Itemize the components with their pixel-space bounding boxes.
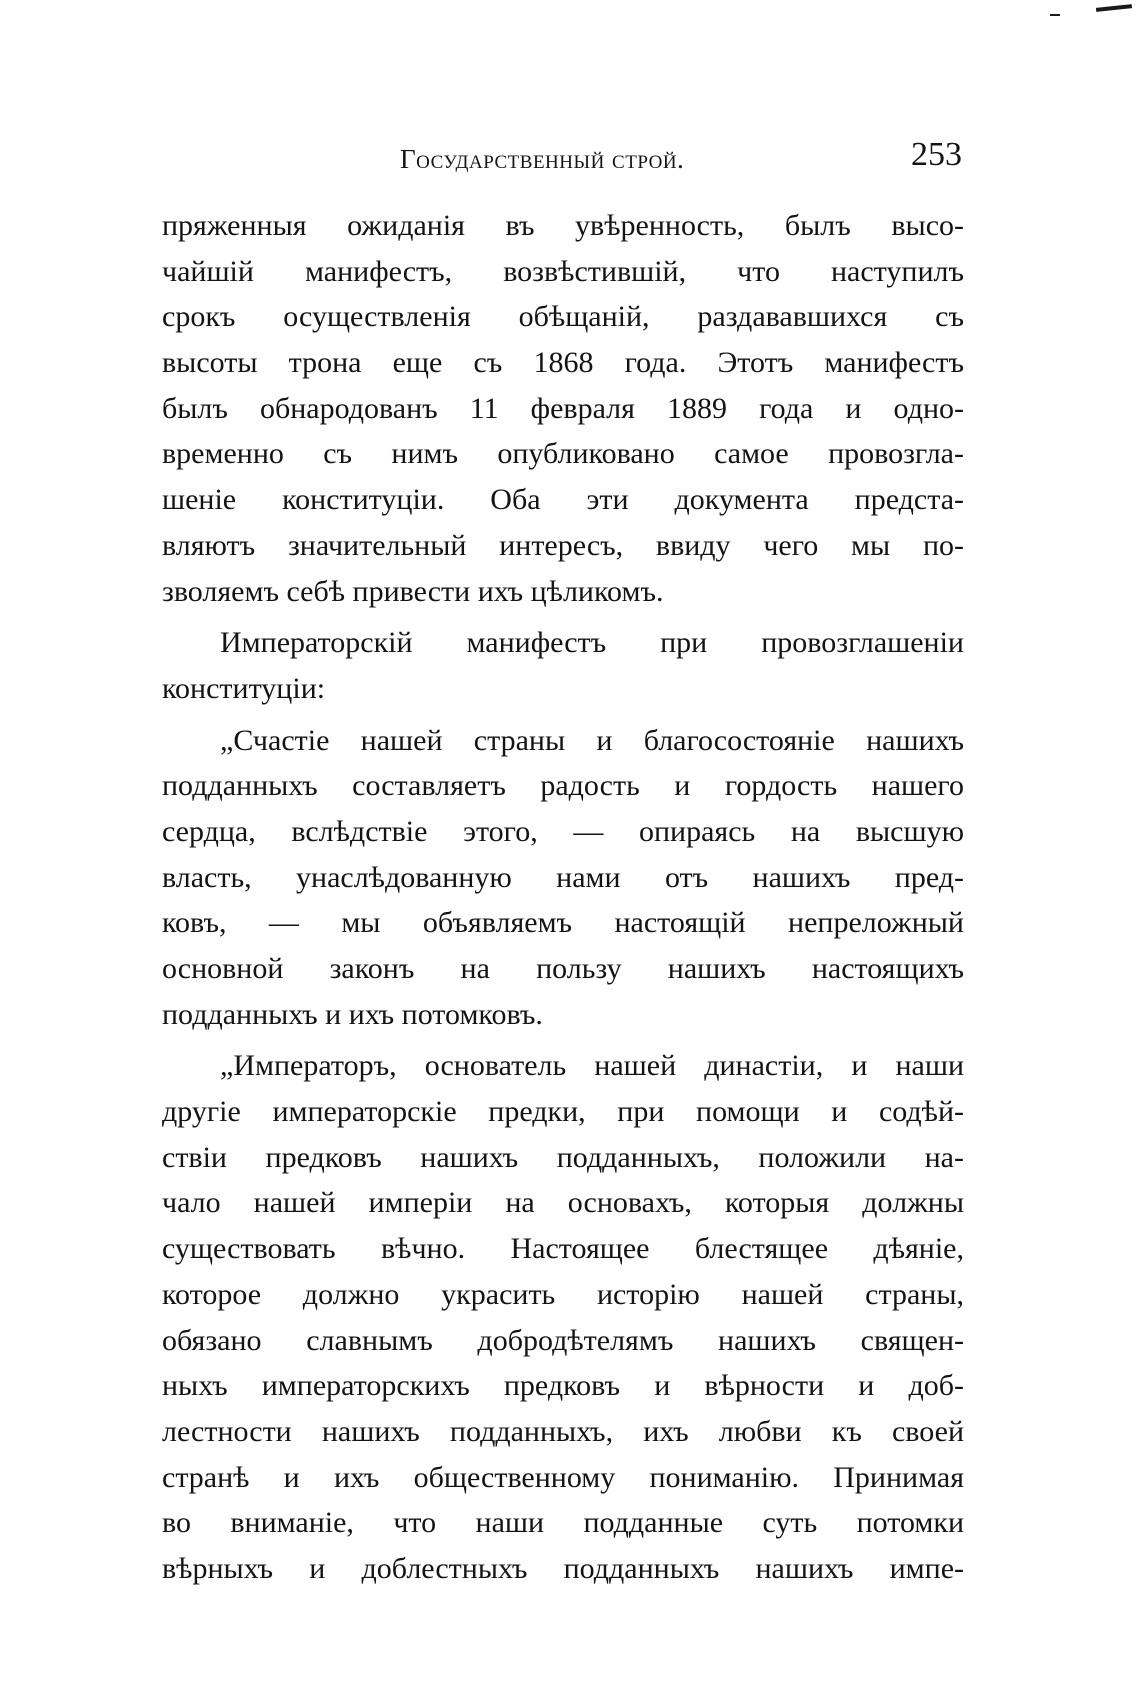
body-text [162, 203, 964, 1592]
edge-blemish-top-right [1096, 4, 1132, 12]
text-line: основной законъ на пользу нашихъ настоящихъ [162, 952, 964, 985]
text-line: подданныхъ и ихъ потомковъ. [162, 997, 543, 1031]
paragraph [162, 718, 964, 1038]
text-line: существовать вѣчно. Настоящее блестящее дѣяніе, [162, 1232, 964, 1266]
paragraph [162, 620, 964, 711]
text-line: во вниманіе, что наши подданные суть потомки [162, 1506, 964, 1540]
text-line: подданныхъ составляетъ радость и гордость нашего [162, 769, 964, 803]
text-line: ствіи предковъ нашихъ подданныхъ, положили на- [162, 1140, 964, 1174]
page-header [162, 136, 962, 190]
text-line: сердца, вслѣдствіе этого, — опираясь на высшую [162, 814, 964, 848]
text-line: „Счастіе нашей страны и благосостояніе нашихъ [220, 723, 964, 757]
text-line: зволяемъ себѣ привести ихъ цѣликомъ. [162, 574, 664, 608]
text-line: другіе императорскіе предки, при помощи и содѣй- [162, 1095, 964, 1129]
paragraph [162, 203, 964, 614]
text-line: странѣ и ихъ общественному пониманію. Принимая [162, 1460, 964, 1494]
text-line: вляютъ значительный интересъ, ввиду чего мы по- [162, 528, 964, 562]
text-line: срокъ осуществленія обѣщаній, раздававшихся съ [162, 300, 964, 334]
text-line: вѣрныхъ и доблестныхъ подданныхъ нашихъ импе- [162, 1551, 964, 1585]
text-line: лестности нашихъ подданныхъ, ихъ любви къ своей [162, 1414, 964, 1448]
text-line: ковъ, — мы объявляемъ настоящій непреложный [162, 906, 964, 940]
text-line: „Императоръ, основатель нашей династіи, и наши [220, 1049, 964, 1083]
text-line: пряженныя ожиданія въ увѣренность, былъ высо- [162, 209, 964, 242]
text-line: Императорскій манифестъ при провозглашеніи [220, 626, 964, 660]
text-line: чайшій манифестъ, возвѣстившій, что наступилъ [162, 254, 964, 288]
text-line: шеніе конституціи. Оба эти документа предста- [162, 483, 964, 517]
text-line: временно съ нимъ опубликовано самое провозгла- [162, 437, 964, 471]
edge-blemish-tick [1050, 14, 1060, 16]
page-number: 253 [911, 136, 962, 173]
text-line: чало нашей имперіи на основахъ, которыя должны [162, 1186, 964, 1220]
text-line: обязано славнымъ добродѣтелямъ нашихъ священ- [162, 1323, 964, 1357]
text-line: которое должно украсить исторію нашей страны, [162, 1277, 964, 1311]
running-head: Государственный строй. [400, 144, 685, 174]
text-line: власть, унаслѣдованную нами отъ нашихъ пред- [162, 860, 964, 894]
text-line: конституціи: [162, 671, 326, 705]
text-line: былъ обнародованъ 11 февраля 1889 года и одно- [162, 391, 964, 425]
text-line: высоты трона еще съ 1868 года. Этотъ манифестъ [162, 346, 964, 380]
paragraph [162, 1043, 964, 1591]
text-line: ныхъ императорскихъ предковъ и вѣрности и доб- [162, 1369, 964, 1403]
